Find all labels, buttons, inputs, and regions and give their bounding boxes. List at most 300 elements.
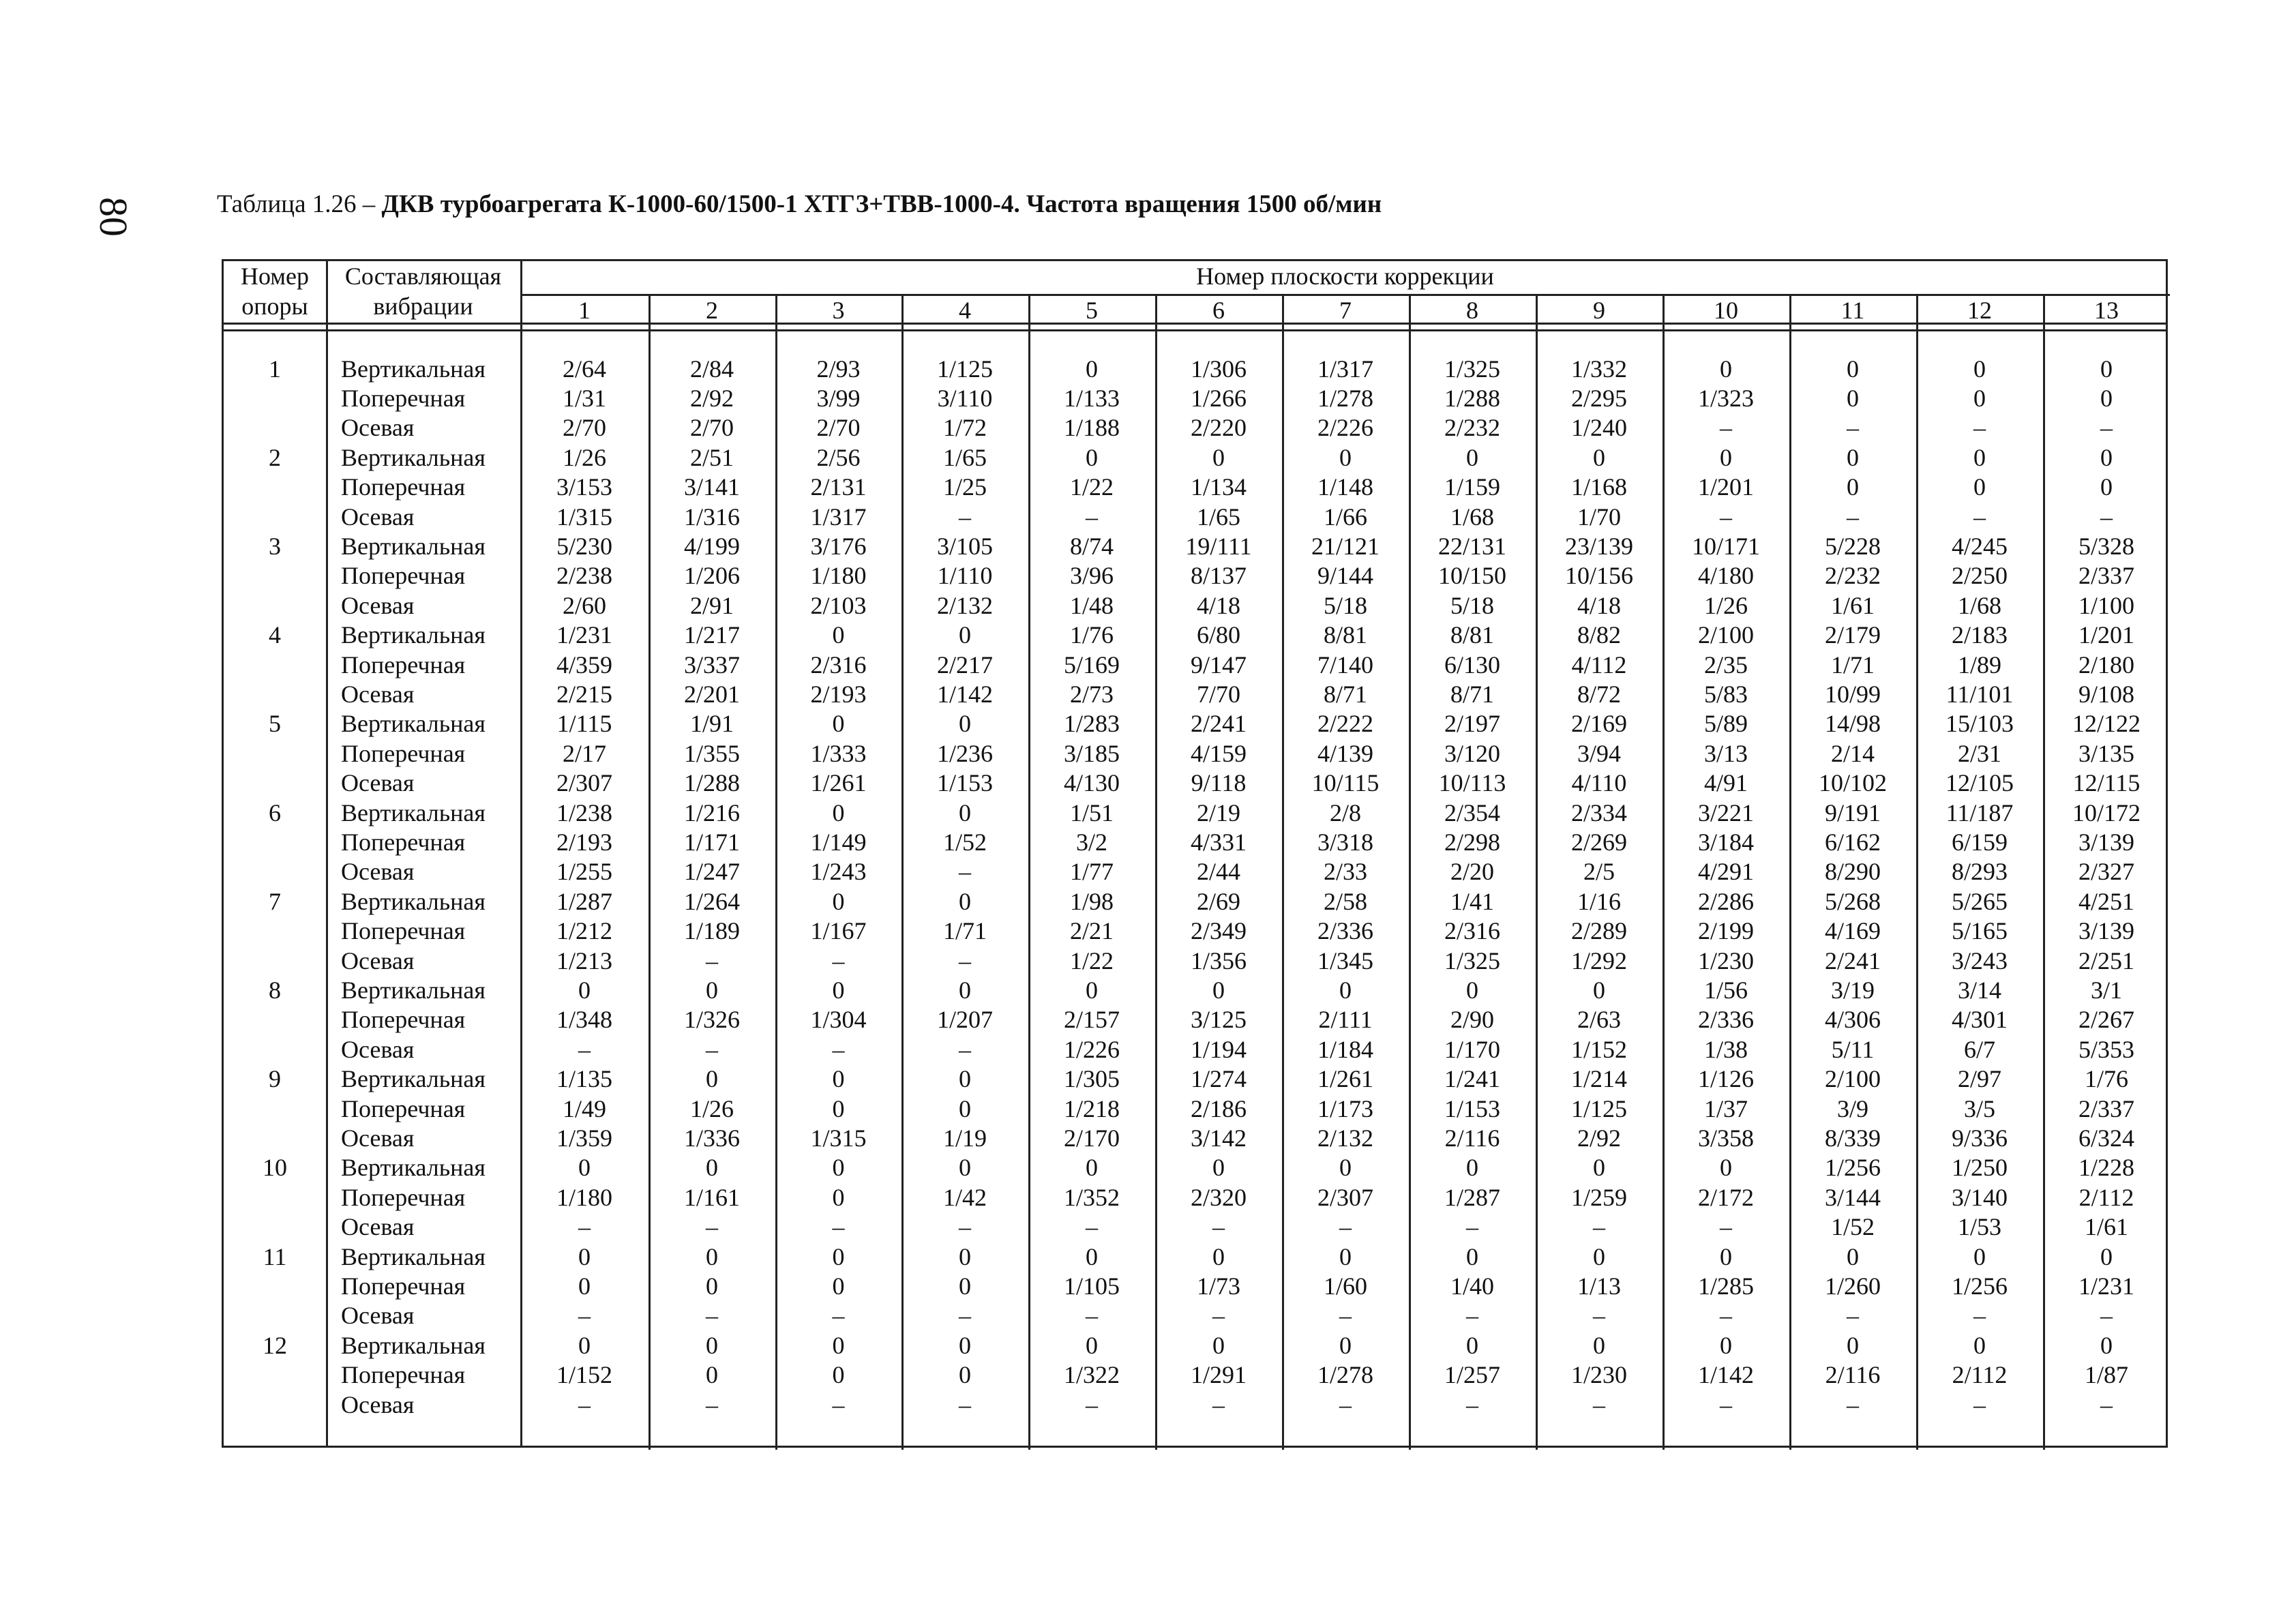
table-cell: 1/283 bbox=[1063, 710, 1120, 738]
vibration-component: Поперечная bbox=[341, 739, 466, 767]
table-cell: – bbox=[1212, 1302, 1225, 1330]
vibration-component: Поперечная bbox=[341, 1272, 466, 1300]
table-cell: 0 bbox=[832, 1154, 845, 1182]
table-cell: 1/316 bbox=[683, 503, 740, 531]
table-cell: 1/70 bbox=[1577, 503, 1621, 531]
data-table bbox=[222, 259, 2168, 1448]
table-cell: 1/326 bbox=[683, 1006, 740, 1034]
table-cell: 1/42 bbox=[942, 1183, 987, 1211]
table-cell: – bbox=[1212, 1390, 1225, 1418]
table-cell: 2/336 bbox=[1317, 917, 1373, 945]
table-cell: 1/71 bbox=[942, 917, 987, 945]
table-cell: 1/259 bbox=[1570, 1183, 1627, 1211]
table-cell: 2/70 bbox=[562, 414, 606, 442]
vibration-component: Поперечная bbox=[341, 917, 466, 945]
table-cell: 2/31 bbox=[1957, 739, 2001, 767]
table-cell: 3/9 bbox=[1836, 1094, 1868, 1122]
table-cell: 1/256 bbox=[1824, 1154, 1881, 1182]
table-cell: 1/250 bbox=[1951, 1154, 2008, 1182]
table-cell: 1/37 bbox=[1703, 1094, 1748, 1122]
table-cell: 1/152 bbox=[556, 1361, 612, 1389]
table-cell: 1/161 bbox=[683, 1183, 740, 1211]
table-cell: 1/256 bbox=[1951, 1272, 2008, 1300]
vibration-component: Вертикальная bbox=[341, 1331, 486, 1359]
table-cell: 0 bbox=[1593, 443, 1605, 471]
table-cell: 3/139 bbox=[2078, 917, 2134, 945]
table-cell: 1/332 bbox=[1570, 355, 1627, 383]
support-number: 3 bbox=[269, 532, 281, 560]
table-cell: – bbox=[1593, 1302, 1605, 1330]
table-cell: – bbox=[959, 503, 971, 531]
table-cell: 4/245 bbox=[1951, 532, 2008, 560]
table-cell: 4/199 bbox=[683, 532, 740, 560]
table-cell: 0 bbox=[832, 1065, 845, 1093]
table-cell: 3/142 bbox=[1190, 1124, 1247, 1152]
table-cell: 4/180 bbox=[1697, 562, 1754, 590]
table-cell: 1/288 bbox=[683, 769, 740, 797]
table-cell: 4/91 bbox=[1703, 769, 1748, 797]
vibration-component: Осевая bbox=[341, 858, 415, 886]
table-cell: 2/222 bbox=[1317, 710, 1373, 738]
table-cell: 1/72 bbox=[942, 414, 987, 442]
vibration-component: Поперечная bbox=[341, 651, 466, 679]
table-cell: 9/191 bbox=[1824, 799, 1881, 826]
table-cell: 1/291 bbox=[1190, 1361, 1247, 1389]
table-cell: 9/108 bbox=[2078, 680, 2134, 708]
table-cell: 1/68 bbox=[1957, 591, 2001, 619]
table-cell: – bbox=[2100, 503, 2113, 531]
table-cell: 2/112 bbox=[2078, 1183, 2134, 1211]
table-cell: 1/110 bbox=[937, 562, 993, 590]
table-cell: 2/337 bbox=[2078, 1094, 2134, 1122]
table-cell: 2/269 bbox=[1570, 828, 1627, 856]
table-cell: – bbox=[1847, 1390, 1859, 1418]
table-caption bbox=[217, 188, 2194, 222]
table-cell: 3/221 bbox=[1697, 799, 1754, 826]
table-cell: 4/169 bbox=[1824, 917, 1881, 945]
table-cell: 5/11 bbox=[1831, 1035, 1875, 1063]
table-cell: 0 bbox=[706, 1065, 718, 1093]
table-cell: 1/76 bbox=[1069, 621, 1114, 649]
table-cell: – bbox=[2100, 1302, 2113, 1330]
table-cell: 0 bbox=[1086, 1331, 1098, 1359]
table-cell: 0 bbox=[706, 1361, 718, 1389]
table-cell: 2/183 bbox=[1951, 621, 2008, 649]
table-cell: – bbox=[1593, 1390, 1605, 1418]
table-cell: 1/243 bbox=[810, 858, 867, 886]
table-cell: – bbox=[1339, 1302, 1352, 1330]
table-cell: 2/286 bbox=[1697, 887, 1754, 915]
table-cell: 3/5 bbox=[1963, 1094, 1995, 1122]
table-cell: 1/315 bbox=[556, 503, 612, 531]
table-cell: 4/359 bbox=[556, 651, 612, 679]
table-cell: 9/144 bbox=[1317, 562, 1373, 590]
table-cell: 0 bbox=[1339, 1242, 1352, 1270]
table-cell: – bbox=[1466, 1390, 1478, 1418]
table-cell: 1/305 bbox=[1063, 1065, 1120, 1093]
table-cell: 1/257 bbox=[1444, 1361, 1500, 1389]
table-cell: 1/89 bbox=[1957, 651, 2001, 679]
table-cell: 2/116 bbox=[1444, 1124, 1500, 1152]
table-cell: 0 bbox=[2100, 355, 2113, 383]
table-cell: 4/159 bbox=[1190, 739, 1247, 767]
table-cell: 0 bbox=[578, 1331, 591, 1359]
table-cell: 1/189 bbox=[683, 917, 740, 945]
table-cell: 0 bbox=[1086, 443, 1098, 471]
table-cell: 1/278 bbox=[1317, 384, 1373, 412]
header-plane-10: 10 bbox=[1714, 297, 1738, 324]
table-cell: 3/14 bbox=[1957, 976, 2001, 1004]
table-cell: 0 bbox=[959, 799, 971, 826]
table-cell: 1/26 bbox=[1703, 591, 1748, 619]
table-cell: 1/38 bbox=[1703, 1035, 1748, 1063]
support-number: 2 bbox=[269, 443, 281, 471]
support-number: 11 bbox=[263, 1242, 287, 1270]
table-cell: 5/268 bbox=[1824, 887, 1881, 915]
table-cell: 2/70 bbox=[816, 414, 861, 442]
table-cell: 1/51 bbox=[1069, 799, 1114, 826]
table-cell: 4/291 bbox=[1697, 858, 1754, 886]
table-cell: 0 bbox=[706, 1242, 718, 1270]
table-cell: 1/142 bbox=[1697, 1361, 1754, 1389]
table-cell: – bbox=[1973, 414, 1986, 442]
table-cell: 1/125 bbox=[1570, 1094, 1627, 1122]
table-cell: 4/301 bbox=[1951, 1006, 2008, 1034]
table-cell: 2/201 bbox=[683, 680, 740, 708]
vibration-component: Вертикальная bbox=[341, 1065, 486, 1093]
table-cell: 1/345 bbox=[1317, 946, 1373, 974]
table-cell: 0 bbox=[832, 1242, 845, 1270]
table-cell: 1/22 bbox=[1069, 473, 1114, 501]
vibration-component: Осевая bbox=[341, 769, 415, 797]
table-cell: 2/132 bbox=[1317, 1124, 1373, 1152]
table-cell: 0 bbox=[1212, 976, 1225, 1004]
table-cell: 1/236 bbox=[936, 739, 993, 767]
table-cell: 1/13 bbox=[1577, 1272, 1621, 1300]
table-cell: 0 bbox=[959, 1361, 971, 1389]
table-cell: 0 bbox=[2100, 384, 2113, 412]
table-cell: 2/63 bbox=[1577, 1006, 1621, 1034]
table-cell: 1/218 bbox=[1063, 1094, 1120, 1122]
table-cell: 3/2 bbox=[1075, 828, 1107, 856]
table-cell: 2/241 bbox=[1190, 710, 1247, 738]
table-cell: 1/170 bbox=[1444, 1035, 1500, 1063]
table-cell: – bbox=[1973, 1302, 1986, 1330]
table-cell: 8/339 bbox=[1824, 1124, 1881, 1152]
table-cell: – bbox=[1720, 414, 1732, 442]
table-cell: 1/287 bbox=[556, 887, 612, 915]
table-cell: 1/322 bbox=[1063, 1361, 1120, 1389]
table-cell: 11/101 bbox=[1945, 680, 2014, 708]
vibration-component: Вертикальная bbox=[341, 1154, 486, 1182]
header-support-line2: опоры bbox=[241, 293, 308, 320]
table-cell: 0 bbox=[1720, 1331, 1732, 1359]
table-cell: 1/231 bbox=[2078, 1272, 2134, 1300]
table-cell: 1/226 bbox=[1063, 1035, 1120, 1063]
table-cell: 0 bbox=[1973, 1331, 1986, 1359]
table-cell: 1/228 bbox=[2078, 1154, 2134, 1182]
table-cell: 1/325 bbox=[1444, 355, 1500, 383]
table-cell: 1/285 bbox=[1697, 1272, 1754, 1300]
table-cell: 1/241 bbox=[1444, 1065, 1500, 1093]
table-cell: 1/68 bbox=[1450, 503, 1494, 531]
table-cell: 1/240 bbox=[1570, 414, 1627, 442]
table-cell: 8/81 bbox=[1450, 621, 1494, 649]
table-cell: 0 bbox=[1466, 976, 1478, 1004]
table-cell: 3/243 bbox=[1951, 946, 2008, 974]
table-cell: 3/153 bbox=[556, 473, 612, 501]
vibration-component: Вертикальная bbox=[341, 799, 486, 826]
table-cell: 10/113 bbox=[1438, 769, 1506, 797]
table-cell: 1/247 bbox=[683, 858, 740, 886]
table-cell: – bbox=[578, 1302, 591, 1330]
table-cell: 0 bbox=[1973, 443, 1986, 471]
header-plane-4: 4 bbox=[959, 297, 971, 324]
table-cell: 1/53 bbox=[1957, 1213, 2001, 1241]
table-cell: – bbox=[1339, 1390, 1352, 1418]
table-cell: 0 bbox=[959, 976, 971, 1004]
header-support-line1: Номер bbox=[240, 263, 310, 290]
table-cell: – bbox=[1720, 503, 1732, 531]
table-cell: 0 bbox=[706, 1331, 718, 1359]
table-cell: 1/213 bbox=[556, 946, 612, 974]
table-cell: 1/65 bbox=[942, 443, 987, 471]
table-cell: 0 bbox=[832, 976, 845, 1004]
table-cell: 1/207 bbox=[936, 1006, 993, 1034]
table-cell: 0 bbox=[1466, 1154, 1478, 1182]
table-cell: 2/215 bbox=[556, 680, 612, 708]
table-cell: 1/26 bbox=[689, 1094, 734, 1122]
table-cell: 0 bbox=[1212, 1242, 1225, 1270]
header-plane-group: Номер плоскости коррекции bbox=[1196, 263, 1494, 290]
table-cell: 2/241 bbox=[1824, 946, 1881, 974]
table-cell: 10/150 bbox=[1437, 562, 1506, 590]
table-cell: 2/289 bbox=[1570, 917, 1627, 945]
table-cell: 2/100 bbox=[1824, 1065, 1881, 1093]
table-cell: 0 bbox=[578, 1272, 591, 1300]
vibration-component: Поперечная bbox=[341, 562, 466, 590]
table-cell: 1/52 bbox=[1830, 1213, 1875, 1241]
table-cell: – bbox=[959, 946, 971, 974]
table-cell: – bbox=[1466, 1213, 1478, 1241]
header-component-line2: вибрации bbox=[373, 293, 473, 320]
table-cell: 6/80 bbox=[1196, 621, 1240, 649]
table-cell: 6/130 bbox=[1444, 651, 1500, 679]
table-cell: 5/353 bbox=[2078, 1035, 2134, 1063]
table-cell: 1/61 bbox=[2084, 1213, 2128, 1241]
table-cell: 2/17 bbox=[562, 739, 606, 767]
table-cell: 1/41 bbox=[1450, 887, 1494, 915]
table-cell: 2/226 bbox=[1317, 414, 1373, 442]
vibration-component: Вертикальная bbox=[341, 532, 486, 560]
table-cell: 1/352 bbox=[1063, 1183, 1120, 1211]
table-cell: 1/100 bbox=[2078, 591, 2134, 619]
table-cell: – bbox=[706, 1213, 718, 1241]
table-cell: – bbox=[959, 858, 971, 886]
table-cell: – bbox=[1086, 1390, 1098, 1418]
table-cell: 0 bbox=[832, 1331, 845, 1359]
table-cell: 1/159 bbox=[1444, 473, 1500, 501]
table-cell: 1/173 bbox=[1317, 1094, 1373, 1122]
table-cell: 2/44 bbox=[1196, 858, 1240, 886]
table-cell: 10/172 bbox=[2072, 799, 2141, 826]
table-cell: 0 bbox=[1973, 473, 1986, 501]
table-cell: 2/111 bbox=[1318, 1006, 1373, 1034]
table-cell: 0 bbox=[959, 1242, 971, 1270]
vibration-component: Поперечная bbox=[341, 1006, 466, 1034]
table-cell: – bbox=[1466, 1302, 1478, 1330]
table-cell: 0 bbox=[1339, 1154, 1352, 1182]
table-cell: 4/110 bbox=[1571, 769, 1627, 797]
table-cell: 11/187 bbox=[1945, 799, 2014, 826]
table-cell: 0 bbox=[1466, 443, 1478, 471]
table-cell: 9/336 bbox=[1951, 1124, 2008, 1152]
table-cell: 1/292 bbox=[1570, 946, 1627, 974]
table-cell: 6/324 bbox=[2078, 1124, 2134, 1152]
table-cell: 2/91 bbox=[689, 591, 734, 619]
table-cell: – bbox=[959, 1302, 971, 1330]
table-cell: 0 bbox=[832, 799, 845, 826]
table-cell: 2/19 bbox=[1196, 799, 1240, 826]
table-cell: 0 bbox=[832, 1183, 845, 1211]
table-cell: 8/290 bbox=[1824, 858, 1881, 886]
table-cell: 0 bbox=[1593, 1242, 1605, 1270]
vibration-component: Осевая bbox=[341, 414, 415, 442]
table-cell: – bbox=[1973, 503, 1986, 531]
table-cell: 0 bbox=[1086, 1154, 1098, 1182]
table-cell: 1/134 bbox=[1190, 473, 1247, 501]
table-cell: – bbox=[1086, 503, 1098, 531]
table-cell: 2/92 bbox=[689, 384, 734, 412]
table-cell: 1/278 bbox=[1317, 1361, 1373, 1389]
vibration-component: Вертикальная bbox=[341, 443, 486, 471]
table-cell: 2/316 bbox=[1444, 917, 1500, 945]
table-cell: 1/348 bbox=[556, 1006, 612, 1034]
table-cell: 0 bbox=[1466, 1242, 1478, 1270]
table-cell: – bbox=[578, 1213, 591, 1241]
table-cell: 4/130 bbox=[1063, 769, 1120, 797]
header-plane-9: 9 bbox=[1593, 297, 1605, 324]
table-cell: 0 bbox=[1339, 1331, 1352, 1359]
table-cell: 2/298 bbox=[1444, 828, 1500, 856]
table-cell: 1/16 bbox=[1577, 887, 1621, 915]
table-cell: 1/73 bbox=[1196, 1272, 1240, 1300]
table-cell: – bbox=[1973, 1390, 1986, 1418]
table-cell: 0 bbox=[2100, 1242, 2113, 1270]
table-cell: 2/336 bbox=[1697, 1006, 1754, 1034]
header-plane-12: 12 bbox=[1967, 297, 1992, 324]
table-cell: 19/111 bbox=[1185, 532, 1252, 560]
table-cell: 0 bbox=[959, 1331, 971, 1359]
vibration-component: Поперечная bbox=[341, 828, 466, 856]
table-cell: 5/230 bbox=[556, 532, 612, 560]
table-cell: 4/18 bbox=[1577, 591, 1621, 619]
table-cell: – bbox=[578, 1390, 591, 1418]
table-cell: – bbox=[832, 946, 845, 974]
table-cell: 5/265 bbox=[1951, 887, 2008, 915]
table-cell: – bbox=[832, 1390, 845, 1418]
table-cell: 2/193 bbox=[556, 828, 612, 856]
vibration-component: Осевая bbox=[341, 503, 415, 531]
table-cell: 1/230 bbox=[1570, 1361, 1627, 1389]
table-cell: 1/287 bbox=[1444, 1183, 1500, 1211]
table-cell: 1/206 bbox=[683, 562, 740, 590]
table-cell: 2/14 bbox=[1830, 739, 1875, 767]
table-cell: 0 bbox=[706, 1154, 718, 1182]
table-cell: 1/153 bbox=[936, 769, 993, 797]
table-cell: 1/201 bbox=[1697, 473, 1754, 501]
vibration-component: Вертикальная bbox=[341, 1242, 486, 1270]
table-cell: 1/266 bbox=[1190, 384, 1247, 412]
table-cell: 2/179 bbox=[1824, 621, 1881, 649]
vibration-component: Вертикальная bbox=[341, 355, 486, 383]
table-cell: 1/76 bbox=[2084, 1065, 2128, 1093]
table-cell: 10/102 bbox=[1818, 769, 1887, 797]
table-cell: 3/176 bbox=[810, 532, 867, 560]
table-cell: 4/18 bbox=[1196, 591, 1240, 619]
table-cell: 2/316 bbox=[810, 651, 867, 679]
table-cell: 1/52 bbox=[942, 828, 987, 856]
table-cell: 3/185 bbox=[1063, 739, 1120, 767]
table-cell: 0 bbox=[1339, 976, 1352, 1004]
vibration-component: Осевая bbox=[341, 1213, 415, 1241]
table-cell: 0 bbox=[959, 1094, 971, 1122]
vibration-component: Поперечная bbox=[341, 1361, 466, 1389]
table-cell: 0 bbox=[1212, 1154, 1225, 1182]
table-cell: 2/320 bbox=[1190, 1183, 1247, 1211]
table-cell: 1/317 bbox=[810, 503, 867, 531]
table-cell: – bbox=[706, 1035, 718, 1063]
table-cell: 10/115 bbox=[1311, 769, 1380, 797]
table-cell: 1/152 bbox=[1570, 1035, 1627, 1063]
table-cell: 1/60 bbox=[1323, 1272, 1367, 1300]
table-cell: 1/91 bbox=[689, 710, 734, 738]
table-cell: 1/142 bbox=[936, 680, 993, 708]
table-cell: 1/230 bbox=[1697, 946, 1754, 974]
header-divider bbox=[224, 329, 2166, 331]
vibration-component: Вертикальная bbox=[341, 976, 486, 1004]
support-number: 8 bbox=[269, 976, 281, 1004]
table-cell: 0 bbox=[1847, 443, 1859, 471]
table-cell: 0 bbox=[959, 887, 971, 915]
table-cell: 2/112 bbox=[1952, 1361, 2008, 1389]
vibration-component: Осевая bbox=[341, 1302, 415, 1330]
table-cell: 0 bbox=[1086, 976, 1098, 1004]
table-cell: 2/186 bbox=[1190, 1094, 1247, 1122]
table-cell: 0 bbox=[959, 710, 971, 738]
table-cell: 2/307 bbox=[556, 769, 612, 797]
table-cell: 1/184 bbox=[1317, 1035, 1373, 1063]
table-cell: 1/61 bbox=[1830, 591, 1875, 619]
table-cell: 1/255 bbox=[556, 858, 612, 886]
header-plane-7: 7 bbox=[1339, 297, 1352, 324]
table-cell: 8/137 bbox=[1190, 562, 1247, 590]
table-cell: 1/65 bbox=[1196, 503, 1240, 531]
table-cell: 9/147 bbox=[1190, 651, 1247, 679]
header-plane-6: 6 bbox=[1212, 297, 1225, 324]
table-cell: 3/110 bbox=[937, 384, 993, 412]
vibration-component: Осевая bbox=[341, 1035, 415, 1063]
table-cell: 2/217 bbox=[936, 651, 993, 679]
table-cell: 1/98 bbox=[1069, 887, 1114, 915]
table-cell: 1/315 bbox=[810, 1124, 867, 1152]
table-cell: – bbox=[1847, 503, 1859, 531]
table-cell: 1/26 bbox=[562, 443, 606, 471]
table-cell: – bbox=[706, 1302, 718, 1330]
table-cell: 7/70 bbox=[1196, 680, 1240, 708]
vibration-component: Поперечная bbox=[341, 1183, 466, 1211]
table-cell: 1/105 bbox=[1063, 1272, 1120, 1300]
